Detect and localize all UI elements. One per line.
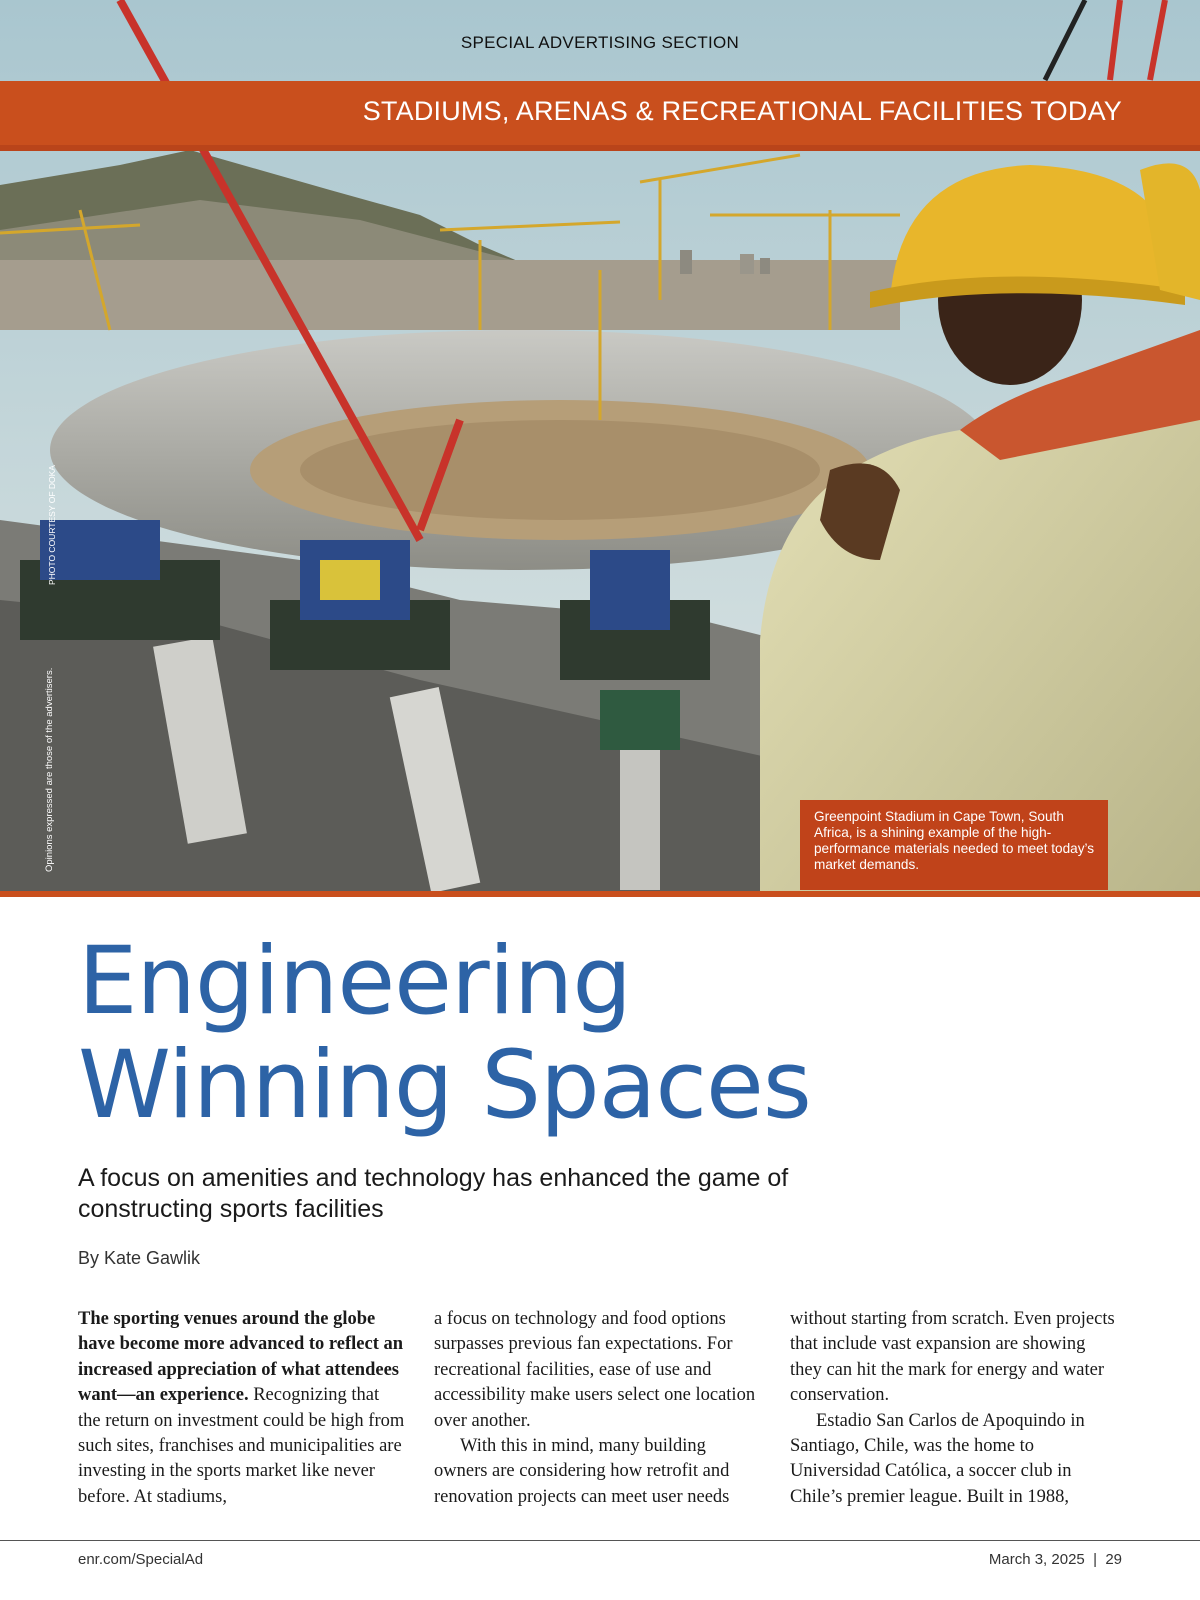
column-1-text: Recognizing that the return on investment could be high from such sites, franchises and municipalities are investing in the sports market like never before. At stadiums, <box>78 1385 405 1507</box>
body-column-1 <box>78 1307 406 1510</box>
byline: By Kate Gawlik <box>78 1248 201 1268</box>
footer-rule <box>0 1540 1200 1541</box>
body-column-3 <box>790 1307 1118 1510</box>
photo-caption: Greenpoint Stadium in Cape Town, South Africa, is a shining example of the high-performance materials needed to meet today’s market demands. <box>800 800 1108 890</box>
article-headline <box>78 927 811 1140</box>
column-1-paragraph <box>78 1307 406 1510</box>
column-3-paragraph-2: Estadio San Carlos de Apoquindo in Santiago, Chile, was the home to Universidad Católica, a soccer club in Chile’s premier league. Built in 1988, <box>790 1410 1085 1507</box>
lead-in: The sporting venues around the globe have become more advanced to reflect an increased appreciation of what attendees want—an experience. <box>78 1309 404 1406</box>
footer-url[interactable]: enr.com/SpecialAd <box>78 1551 204 1568</box>
body-column-2 <box>434 1307 762 1510</box>
headline-line-2: Winning Spaces <box>78 1031 811 1140</box>
article-deck: A focus on amenities and technology has enhanced the game of constructing sports facilities <box>78 1164 789 1223</box>
column-2-paragraph-1: a focus on technology and food options surpasses previous fan expectations. For recreational facilities, ease of use and accessibility make users select one location over another. <box>434 1309 756 1431</box>
section-banner <box>0 81 1200 151</box>
banner-title: STADIUMS, ARENAS & RECREATIONAL FACILITIES TODAY <box>362 96 1122 126</box>
special-advertising-label: SPECIAL ADVERTISING SECTION <box>460 33 740 52</box>
advertiser-disclaimer: Opinions expressed are those of the advertisers. <box>44 667 55 872</box>
photo-credit: PHOTO COURTESY OF DOKA <box>47 465 57 585</box>
photo-bottom-rule <box>0 891 1200 897</box>
footer-date-page: March 3, 2025 | 29 <box>988 1551 1122 1568</box>
column-3-paragraph-1: without starting from scratch. Even projects that include vast expansion are showing they can hit the mark for energy and water conservation. <box>790 1309 1115 1406</box>
column-2-paragraph-2: With this in mind, many building owners are considering how retrofit and renovation projects can meet user needs <box>434 1436 730 1507</box>
headline-line-1: Engineering <box>78 927 631 1036</box>
